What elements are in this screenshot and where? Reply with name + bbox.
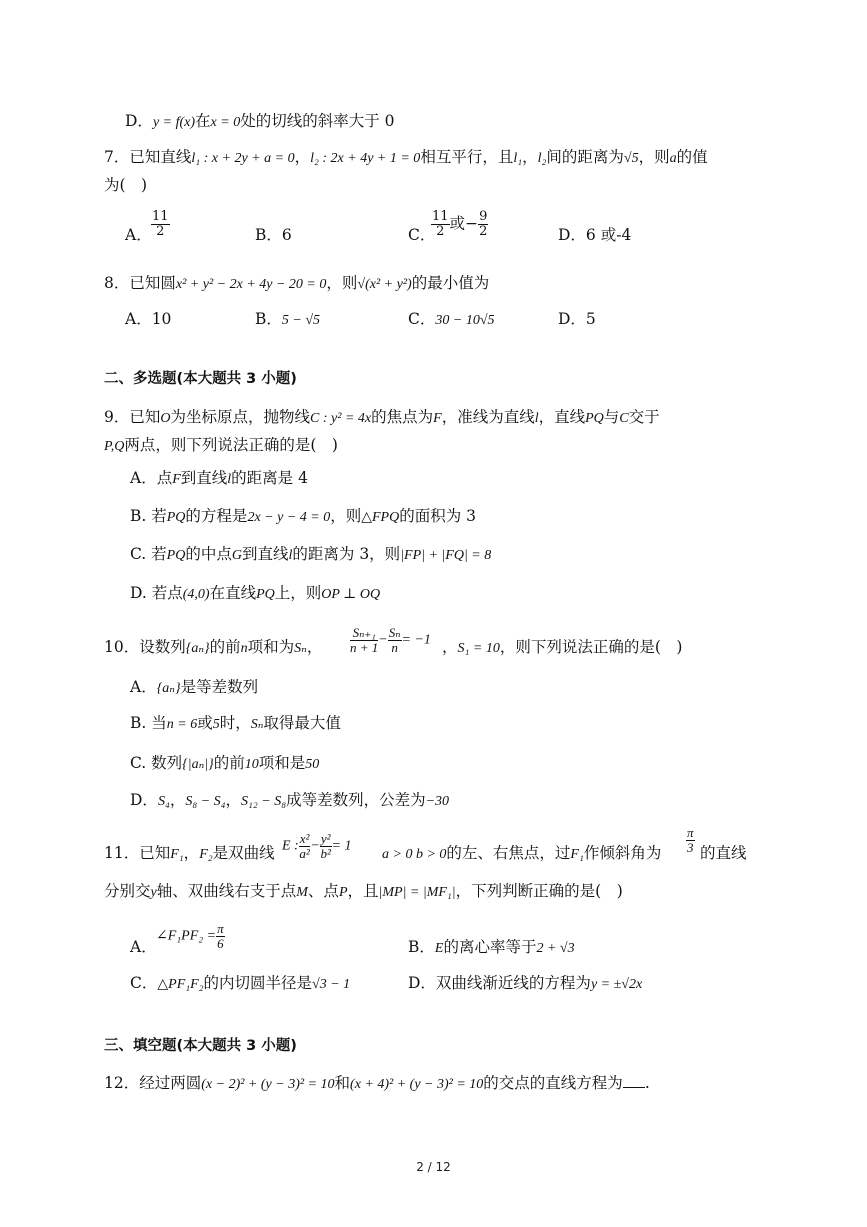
text-run: Sₙ bbox=[250, 717, 264, 732]
text-run: 间的距离为 bbox=[546, 148, 624, 166]
text-run: − bbox=[465, 214, 479, 233]
text-run: 2 + √3 bbox=[536, 941, 575, 956]
text-run: A． bbox=[130, 938, 157, 956]
text-run: y = ±√2x bbox=[590, 977, 643, 992]
q11-option-a-formula bbox=[156, 922, 225, 951]
text-run: 和 bbox=[334, 1074, 351, 1092]
text-run: 11． bbox=[104, 844, 140, 862]
q11-hyperbola-equation bbox=[282, 832, 351, 861]
text-run: 的前 bbox=[209, 638, 241, 656]
text-run: F₁ bbox=[170, 847, 184, 862]
text-run: a bbox=[669, 151, 677, 166]
text-run: PQ bbox=[585, 411, 604, 426]
text-run: C． bbox=[130, 974, 158, 992]
q7-options bbox=[125, 210, 787, 250]
text-run: 或 bbox=[449, 214, 466, 233]
q9-option-a bbox=[130, 467, 787, 491]
text-run: Sₙ₊₁ bbox=[350, 626, 378, 641]
text-run: ， bbox=[306, 638, 323, 656]
text-run: {|aₙ|} bbox=[182, 757, 214, 772]
text-run: G bbox=[231, 548, 242, 563]
page-number: 2 / 12 bbox=[416, 1160, 451, 1174]
q10-fraction-condition bbox=[350, 626, 431, 655]
text-run: l bbox=[288, 548, 293, 563]
text-run: ，下列判断正确的是( ) bbox=[455, 882, 623, 900]
text-run: l bbox=[534, 411, 539, 426]
text-run: ，且 bbox=[347, 882, 379, 900]
text-run: 在直线 bbox=[209, 584, 257, 602]
text-run: = 1 bbox=[331, 838, 352, 854]
text-run: l₁ : x + 2y + a = 0 bbox=[191, 151, 295, 166]
text-run: F₂ bbox=[199, 847, 213, 862]
text-run: = −1 bbox=[401, 632, 431, 648]
text-run: ， bbox=[522, 148, 538, 166]
text-run: 设数列 bbox=[139, 638, 186, 656]
text-run: ，则 bbox=[638, 148, 670, 166]
text-run: 交于 bbox=[628, 408, 660, 426]
text-run: PQ bbox=[256, 587, 275, 602]
q7-a-fraction bbox=[151, 210, 170, 239]
text-run: 项和为 bbox=[247, 638, 295, 656]
text-run: △PF₁F₂ bbox=[157, 977, 204, 992]
text-run: 在 bbox=[195, 112, 211, 130]
text-run: 的距离是 4 bbox=[231, 469, 308, 487]
text-run: 30 − 10√5 bbox=[435, 313, 495, 328]
text-run: 5 bbox=[212, 717, 220, 732]
text-run: l₂ : 2x + 4y + 1 = 0 bbox=[310, 151, 421, 166]
text-run: 的焦点为 bbox=[371, 408, 434, 426]
text-run: . bbox=[644, 1074, 650, 1092]
text-run: n bbox=[240, 641, 248, 656]
text-run: 7． bbox=[104, 148, 130, 166]
text-run: x² bbox=[299, 831, 310, 846]
q11-options-row1 bbox=[130, 920, 787, 960]
text-run: F bbox=[433, 411, 442, 426]
text-run: A．10 bbox=[125, 310, 172, 328]
text-run: M bbox=[296, 885, 308, 900]
text-run: {aₙ} bbox=[185, 641, 210, 656]
text-run: ， bbox=[183, 844, 200, 862]
text-run: n + 1 bbox=[350, 640, 379, 655]
text-run: 2 bbox=[479, 224, 488, 239]
text-run: D. 若点 bbox=[130, 584, 183, 602]
text-run: n bbox=[391, 640, 398, 655]
text-run: 已知直线 bbox=[129, 148, 192, 166]
text-run: D．6 或-4 bbox=[558, 226, 632, 244]
text-run: 9 bbox=[479, 209, 488, 224]
text-run: C． bbox=[408, 310, 436, 328]
text-run: 与 bbox=[603, 408, 620, 426]
text-run: Sₙ bbox=[388, 625, 401, 640]
text-run: a > 0 b > 0 bbox=[382, 847, 447, 862]
text-run: ，则 bbox=[330, 507, 362, 525]
text-run: A． bbox=[125, 226, 152, 244]
text-run: π bbox=[217, 921, 224, 936]
q10-option-a bbox=[130, 676, 787, 700]
text-run: 3 bbox=[687, 840, 694, 855]
section-heading-multiple-choice: 二、多选题(本大题共 3 小题) bbox=[104, 371, 297, 387]
q11-angle-fraction bbox=[686, 826, 695, 855]
text-run: √3 − 1 bbox=[312, 977, 351, 992]
text-run: P bbox=[338, 885, 348, 900]
text-run: C : y² = 4x bbox=[310, 411, 372, 426]
text-run: S₈ − S₄ bbox=[185, 794, 226, 809]
text-run: (x + 4)² + (y − 3)² = 10 bbox=[350, 1077, 484, 1092]
q11-stem bbox=[104, 826, 787, 870]
text-run: −30 bbox=[425, 794, 450, 809]
text-run: 已知 bbox=[129, 408, 161, 426]
text-run: B. 若 bbox=[130, 507, 167, 525]
text-run: y = f(x) bbox=[152, 115, 196, 130]
text-run: 是双曲线 bbox=[212, 844, 275, 862]
text-run: − bbox=[378, 632, 388, 648]
text-run: F₁ bbox=[570, 847, 584, 862]
text-run: 的前 bbox=[213, 754, 245, 772]
text-run: 的中点 bbox=[185, 545, 232, 563]
text-run: − bbox=[310, 838, 320, 854]
text-run: ， bbox=[442, 638, 458, 656]
text-run: x² + y² − 2x + 4y − 20 = 0 bbox=[175, 277, 327, 292]
text-run: B． bbox=[408, 938, 435, 956]
text-run: 轴、双曲线右支于点 bbox=[156, 882, 297, 900]
text-run: PQ bbox=[166, 510, 186, 525]
text-run: S₄ bbox=[157, 794, 170, 809]
text-run: B． bbox=[255, 310, 282, 328]
text-run: OP ⊥ OQ bbox=[321, 587, 381, 602]
text-run: a² bbox=[299, 846, 310, 861]
text-run: 10． bbox=[104, 638, 140, 656]
text-run: 成等差数列，公差为 bbox=[286, 791, 426, 809]
q7-stem-line2: 为( ) bbox=[104, 176, 148, 194]
q9-option-d bbox=[130, 582, 787, 606]
text-run: P,Q bbox=[104, 439, 125, 454]
text-run: 50 bbox=[305, 757, 320, 772]
text-run: l bbox=[227, 472, 232, 487]
text-run: 的距离为 3，则 bbox=[292, 545, 401, 563]
text-run: 的值 bbox=[676, 148, 708, 166]
text-run: √5 bbox=[623, 151, 639, 166]
q9-stem-line2 bbox=[104, 434, 787, 458]
text-run: 10 bbox=[244, 757, 259, 772]
section-heading-fill-in: 三、填空题(本大题共 3 小题) bbox=[104, 1038, 297, 1054]
text-run: 的内切圆半径是 bbox=[203, 974, 313, 992]
text-run: 12． bbox=[104, 1074, 140, 1092]
text-run: 的交点的直线方程为 bbox=[483, 1074, 623, 1092]
text-run: 已知 bbox=[139, 844, 171, 862]
text-run: 5 − √5 bbox=[281, 313, 321, 328]
text-run: ，直线 bbox=[538, 408, 586, 426]
text-run: √(x² + y²) bbox=[357, 277, 412, 292]
text-run: 6 bbox=[217, 936, 224, 951]
text-run: 取得最大值 bbox=[263, 714, 341, 732]
q6-option-d bbox=[125, 110, 787, 134]
text-run: 已知圆 bbox=[129, 274, 176, 292]
q10-option-b bbox=[130, 712, 787, 736]
text-run: |MP| = |MF₁| bbox=[378, 885, 456, 900]
text-run: π bbox=[687, 825, 694, 840]
text-run: 处的切线的斜率大于 0 bbox=[240, 112, 395, 130]
text-run: 到直线 bbox=[241, 545, 289, 563]
text-run: A． bbox=[130, 678, 157, 696]
text-run: |FP| + |FQ| = 8 bbox=[400, 548, 492, 563]
q7-stem bbox=[104, 146, 787, 170]
text-run: D．双曲线渐近线的方程为 bbox=[408, 974, 591, 992]
text-run: S₁ = 10 bbox=[457, 641, 500, 656]
text-run: B．6 bbox=[255, 226, 292, 244]
text-run: ， bbox=[294, 148, 311, 166]
text-run: B. 当 bbox=[130, 714, 167, 732]
text-run: △FPQ bbox=[361, 510, 400, 525]
text-run: 9． bbox=[104, 408, 130, 426]
text-run: 的左、右焦点，过 bbox=[446, 844, 571, 862]
text-run: ，则 bbox=[326, 274, 358, 292]
text-run: b² bbox=[320, 846, 331, 861]
text-run: 2 bbox=[156, 224, 165, 239]
text-run: 项和是 bbox=[258, 754, 306, 772]
text-run: {aₙ} bbox=[156, 681, 181, 696]
q10-option-d bbox=[130, 789, 787, 813]
text-run: 经过两圆 bbox=[139, 1074, 202, 1092]
text-run: D．5 bbox=[558, 310, 596, 328]
text-run: 11 bbox=[432, 209, 449, 224]
text-run: 到直线 bbox=[180, 469, 228, 487]
text-run: 2x − y − 4 = 0 bbox=[247, 510, 331, 525]
text-run: 的最小值为 bbox=[411, 274, 490, 292]
text-run: 的方程是 bbox=[185, 507, 248, 525]
text-run: l₂ bbox=[537, 151, 547, 166]
text-run: C． bbox=[408, 226, 436, 244]
text-run: A．点 bbox=[130, 469, 173, 487]
text-run: l₁ bbox=[513, 151, 523, 166]
text-run: 相互平行，且 bbox=[420, 148, 514, 166]
text-run: E : bbox=[282, 838, 299, 854]
text-run: C bbox=[619, 411, 629, 426]
text-run: PQ bbox=[166, 548, 186, 563]
text-run: E bbox=[434, 941, 444, 956]
text-run: S₁₂ − S₈ bbox=[241, 794, 287, 809]
answer-blank[interactable] bbox=[623, 1073, 645, 1088]
text-run: 是等差数列 bbox=[180, 678, 259, 696]
text-run: x = 0 bbox=[210, 115, 241, 130]
text-run: ∠F₁PF₂ = bbox=[156, 928, 217, 944]
text-run: y² bbox=[320, 831, 331, 846]
text-run: y bbox=[150, 885, 157, 900]
q9-option-b bbox=[130, 505, 787, 529]
q8-stem bbox=[104, 272, 787, 296]
text-run: (4,0) bbox=[182, 587, 210, 602]
text-run: 2 bbox=[436, 224, 445, 239]
q10-option-c bbox=[130, 752, 787, 776]
q8-options bbox=[125, 308, 787, 332]
text-run: 作倾斜角为 bbox=[583, 844, 662, 862]
text-run: 两点，则下列说法正确的是( ) bbox=[124, 436, 338, 454]
text-run: 为坐标原点，抛物线 bbox=[170, 408, 311, 426]
text-run: 上，则 bbox=[274, 584, 322, 602]
q11-stem-line2 bbox=[104, 880, 787, 904]
text-run: ，则下列说法正确的是( ) bbox=[499, 638, 683, 656]
text-run: F bbox=[172, 472, 181, 487]
text-run: 的面积为 3 bbox=[399, 507, 477, 525]
q9-option-c bbox=[130, 543, 787, 567]
text-run: ，准线为直线 bbox=[441, 408, 535, 426]
text-run: 11 bbox=[152, 209, 169, 224]
text-run: 8． bbox=[104, 274, 130, 292]
q9-stem bbox=[104, 406, 787, 430]
q12-stem bbox=[104, 1072, 787, 1096]
text-run: C. 数列 bbox=[130, 754, 183, 772]
text-run: 分别交 bbox=[104, 882, 151, 900]
text-run: ， bbox=[225, 791, 242, 809]
text-run: 的离心率等于 bbox=[443, 938, 537, 956]
text-run: 时， bbox=[219, 714, 251, 732]
text-run: n = 6 bbox=[166, 717, 198, 732]
text-run: D． bbox=[125, 112, 153, 130]
text-run: C. 若 bbox=[130, 545, 167, 563]
text-run: 或 bbox=[197, 714, 213, 732]
q10-stem bbox=[104, 626, 787, 662]
text-run: 的直线 bbox=[700, 844, 747, 862]
text-run: 、点 bbox=[307, 882, 339, 900]
text-run: Sₙ bbox=[294, 641, 307, 656]
text-run: (x − 2)² + (y − 3)² = 10 bbox=[201, 1077, 335, 1092]
text-run: O bbox=[160, 411, 171, 426]
text-run: D． bbox=[130, 791, 158, 809]
text-run: ， bbox=[169, 791, 186, 809]
